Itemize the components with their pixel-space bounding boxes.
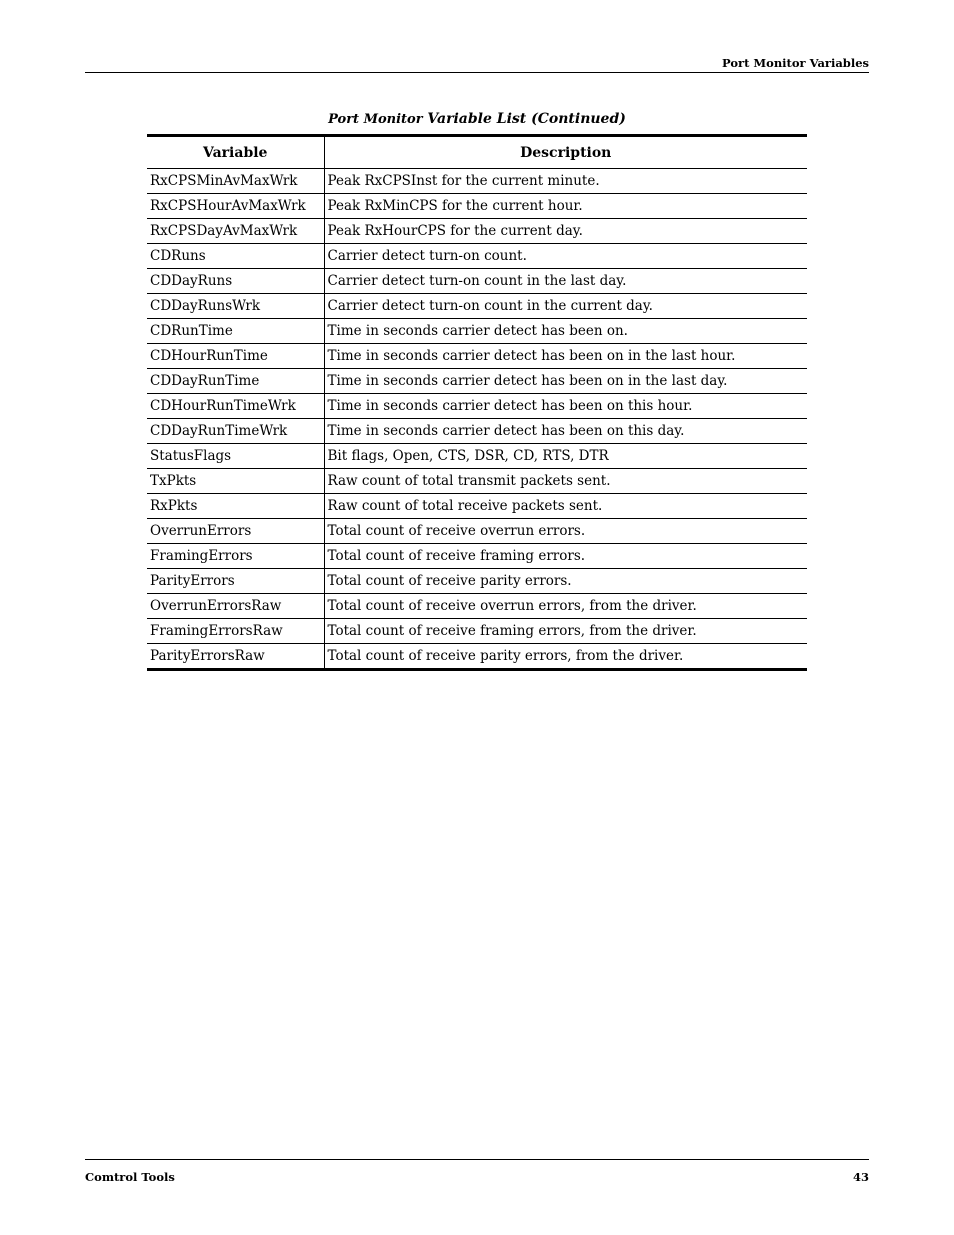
footer-rule	[85, 1159, 869, 1160]
table-row	[147, 519, 807, 544]
description-cell: Total count of receive overrun errors.	[324, 519, 807, 544]
variable-cell: RxCPSHourAvMaxWrk	[147, 194, 324, 219]
variable-cell: StatusFlags	[147, 444, 324, 469]
description-cell: Total count of receive framing errors.	[324, 544, 807, 569]
description-cell: Total count of receive framing errors, from the driver.	[324, 619, 807, 644]
running-header-title: Port Monitor Variables	[722, 56, 869, 70]
variable-cell: CDRunTime	[147, 319, 324, 344]
variable-cell: CDRuns	[147, 244, 324, 269]
table-row	[147, 269, 807, 294]
table-body	[147, 169, 807, 670]
table-row	[147, 319, 807, 344]
table-caption	[0, 111, 954, 127]
description-cell: Carrier detect turn-on count in the current day.	[324, 294, 807, 319]
description-cell: Peak RxMinCPS for the current hour.	[324, 194, 807, 219]
table-row	[147, 169, 807, 194]
description-cell: Time in seconds carrier detect has been on.	[324, 319, 807, 344]
table-row	[147, 344, 807, 369]
table-caption-rest: Variable List (Continued)	[422, 111, 626, 127]
description-cell: Time in seconds carrier detect has been on in the last hour.	[324, 344, 807, 369]
variable-cell: OverrunErrors	[147, 519, 324, 544]
variable-cell: RxPkts	[147, 494, 324, 519]
table-row	[147, 244, 807, 269]
variable-cell: RxCPSMinAvMaxWrk	[147, 169, 324, 194]
table-row	[147, 544, 807, 569]
table-row	[147, 594, 807, 619]
description-cell: Time in seconds carrier detect has been on this day.	[324, 419, 807, 444]
description-cell: Peak RxHourCPS for the current day.	[324, 219, 807, 244]
description-cell: Time in seconds carrier detect has been on in the last day.	[324, 369, 807, 394]
table-header-row	[147, 136, 807, 169]
variable-cell: FramingErrorsRaw	[147, 619, 324, 644]
variable-cell: CDDayRunsWrk	[147, 294, 324, 319]
variable-cell: OverrunErrorsRaw	[147, 594, 324, 619]
table-row	[147, 619, 807, 644]
variable-cell: ParityErrors	[147, 569, 324, 594]
variable-cell: CDDayRunTimeWrk	[147, 419, 324, 444]
variable-table	[147, 134, 807, 671]
column-header-variable: Variable	[147, 136, 324, 169]
description-cell: Peak RxCPSInst for the current minute.	[324, 169, 807, 194]
table-row	[147, 294, 807, 319]
variable-cell: TxPkts	[147, 469, 324, 494]
variable-cell: FramingErrors	[147, 544, 324, 569]
variable-cell: RxCPSDayAvMaxWrk	[147, 219, 324, 244]
table-caption-italic: Port Monitor	[328, 112, 423, 127]
description-cell: Total count of receive overrun errors, from the driver.	[324, 594, 807, 619]
table-row	[147, 494, 807, 519]
table-row	[147, 469, 807, 494]
variable-cell: CDHourRunTime	[147, 344, 324, 369]
variable-cell: ParityErrorsRaw	[147, 644, 324, 670]
description-cell: Time in seconds carrier detect has been on this hour.	[324, 394, 807, 419]
column-header-description: Description	[324, 136, 807, 169]
table-row	[147, 444, 807, 469]
table-row	[147, 369, 807, 394]
table-row	[147, 194, 807, 219]
table-row	[147, 394, 807, 419]
description-cell: Total count of receive parity errors.	[324, 569, 807, 594]
description-cell: Total count of receive parity errors, from the driver.	[327, 648, 684, 664]
variable-cell: CDDayRuns	[147, 269, 324, 294]
description-cell: Carrier detect turn-on count.	[324, 244, 807, 269]
header-rule	[85, 72, 869, 73]
table-row	[147, 569, 807, 594]
description-cell: Bit flags, Open, CTS, DSR, CD, RTS, DTR	[324, 444, 807, 469]
variable-cell: CDDayRunTime	[147, 369, 324, 394]
table-row	[147, 419, 807, 444]
table-row	[147, 644, 807, 670]
page-number: 43	[852, 1170, 869, 1184]
description-cell: Raw count of total receive packets sent.	[324, 494, 807, 519]
description-cell: Carrier detect turn-on count in the last day.	[324, 269, 807, 294]
variable-cell: CDHourRunTimeWrk	[147, 394, 324, 419]
table-row	[147, 219, 807, 244]
footer-doc-title: Comtrol Tools	[85, 1170, 175, 1184]
description-cell: Raw count of total transmit packets sent.	[324, 469, 807, 494]
